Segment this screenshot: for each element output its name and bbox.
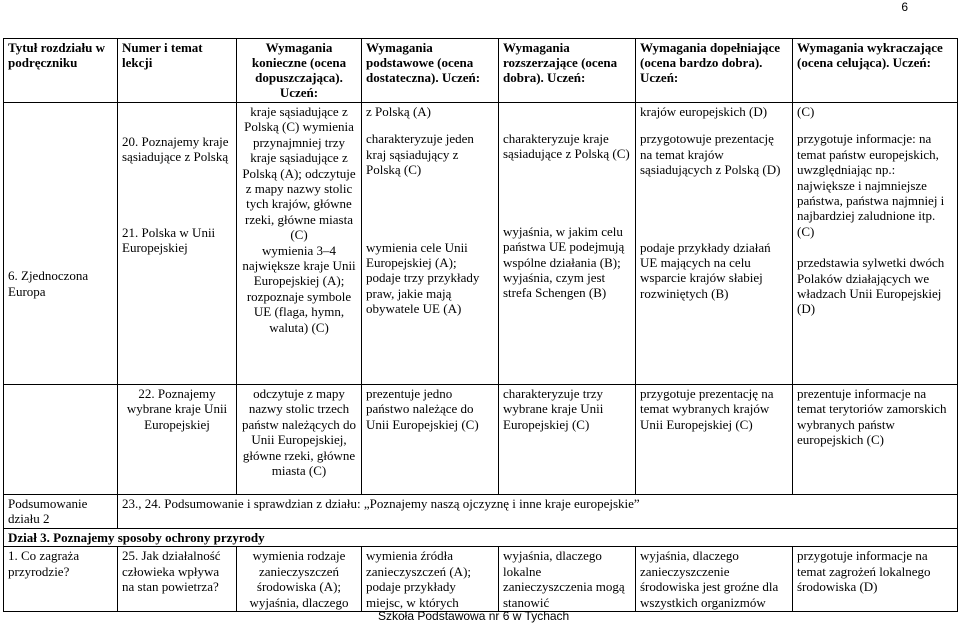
lesson-20: 20. Poznajemy kraje sąsiadujące z Polską	[122, 134, 229, 165]
wykraczajace-cell	[793, 103, 958, 385]
lesson-21: 21. Polska w Unii Europejskiej	[122, 224, 216, 256]
lesson-22: 22. Poznajemy wybrane kraje Unii Europejskiej	[118, 385, 237, 495]
dopelniajace-21: podaje przykłady działań UE mających na celu wsparcie krajów słabiej rozwiniętych (B)	[640, 239, 771, 301]
podstawowe-cell	[362, 103, 499, 385]
lesson-25: 25. Jak działalność człowieka wpływa na stan powietrza?	[118, 547, 237, 612]
header-lesson: Numer i temat lekcji	[118, 39, 237, 103]
chapter-title-cell	[4, 103, 118, 385]
table-row	[4, 385, 958, 495]
dopelniajace-22: przygotuje prezentację na temat wybranych krajów Unii Europejskiej (C)	[636, 385, 793, 495]
summary-text: 23., 24. Podsumowanie i sprawdzian z działu: „Poznajemy naszą ojczyznę i inne kraje europejskie”	[118, 495, 958, 529]
konieczne-25: wymienia rodzaje zanieczyszczeń środowiska (A); wyjaśnia, dlaczego	[237, 547, 362, 612]
dopelniajace-25: wyjaśnia, dlaczego zanieczyszczenie środowiska jest groźne dla wszystkich organizmów	[636, 547, 793, 612]
podstawowe-22: prezentuje jedno państwo należące do Unii Europejskiej (C)	[362, 385, 499, 495]
dopelniajace-cell	[636, 103, 793, 385]
requirements-table	[3, 38, 958, 612]
podstawowe-25: wymienia źródła zanieczyszczeń (A); podaje przykłady miejsc, w których	[362, 547, 499, 612]
wykraczajace-20: przygotuje informacje: na temat państw europejskich, uwzględniając np.: największe i najmniejsze państwa, państwa najmniej i najbardziej zaludnione itp. (C)	[797, 131, 945, 239]
page-number: 6	[901, 0, 908, 14]
section-row	[4, 529, 958, 547]
konieczne-cell	[237, 103, 362, 385]
rozszerzajace-cell	[499, 103, 636, 385]
rozszerzajace-20: charakteryzuje kraje sąsiadujące z Polską (C)	[503, 131, 630, 162]
rozszerzajace-25: wyjaśnia, dlaczego lokalne zanieczyszczenia mogą stanowić	[499, 547, 636, 612]
podstawowe-20: charakteryzuje jeden kraj sąsiadujący z Polską (C)	[366, 131, 474, 178]
wykraczajace-22: prezentuje informacje na temat terytoriów zamorskich wybranych państw europejskich (C)	[793, 385, 958, 495]
header-podstawowe: Wymagania podstawowe (ocena dostateczna). Uczeń:	[362, 39, 499, 103]
rozszerzajace-21: wyjaśnia, w jakim celu państwa UE podejmują wspólne działania (B); wyjaśnia, czym jest strefa Schengen (B)	[503, 223, 625, 301]
dzial3-chapter: 1. Co zagraża przyrodzie?	[4, 547, 118, 612]
konieczne-22: odczytuje z mapy nazwy stolic trzech państw należących do Unii Europejskiej, główne rzeki, główne miasta (C)	[237, 385, 362, 495]
header-wykraczajace: Wymagania wykraczające (ocena celująca). Uczeń:	[793, 39, 958, 103]
podstawowe-21: wymienia cele Unii Europejskiej (A); podaje trzy przykłady praw, jakie mają obywatele UE (A)	[366, 239, 480, 317]
span-text-b: krajów europejskich (D)	[640, 104, 768, 119]
header-chapter-title: Tytuł rozdziału w podręczniku	[4, 39, 118, 103]
konieczne-21: wymienia 3–4 największe kraje Unii Europejskiej (A); rozpoznaje symbole UE (flaga, hymn, waluta) (C)	[242, 242, 356, 335]
chapter-title: 6. Zjednoczona Europa	[8, 268, 89, 299]
header-rozszerzajace: Wymagania rozszerzające (ocena dobra). Uczeń:	[499, 39, 636, 103]
table-row	[4, 547, 958, 612]
header-row	[4, 39, 958, 103]
wykraczajace-25: przygotuje informacje na temat zagrożeń lokalnego środowiska (D)	[793, 547, 958, 612]
span-text-a: z Polską (A)	[366, 104, 431, 119]
page-footer: Szkoła Podstawowa nr 6 w Tychach	[378, 609, 570, 623]
empty-cell	[4, 385, 118, 495]
dopelniajace-20: przygotowuje prezentację na temat krajów sąsiadujących z Polską (D)	[640, 131, 781, 178]
summary-row	[4, 495, 958, 529]
span-text-c: (C)	[797, 104, 815, 119]
table-row	[4, 103, 958, 385]
dzial-3-title: Dział 3. Poznajemy sposoby ochrony przyrody	[4, 529, 958, 547]
summary-title: Podsumowanie działu 2	[4, 495, 118, 529]
header-konieczne: Wymagania konieczne (ocena dopuszczająca). Uczeń:	[237, 39, 362, 103]
konieczne-20: kraje sąsiadujące z Polską (C) wymienia przynajmniej trzy kraje sąsiadujące z Polską (A); odczytuje z mapy nazwy stolic tych krajów, główne rzeki, główne miasta (C)	[242, 104, 356, 243]
wykraczajace-21: przedstawia sylwetki dwóch Polaków działających we władzach Unii Europejskiej (D)	[797, 255, 945, 317]
rozszerzajace-22: charakteryzuje trzy wybrane kraje Unii Europejskiej (C)	[499, 385, 636, 495]
lesson-cell	[118, 103, 237, 385]
header-dopelniajace: Wymagania dopełniające (ocena bardzo dobra). Uczeń:	[636, 39, 793, 103]
